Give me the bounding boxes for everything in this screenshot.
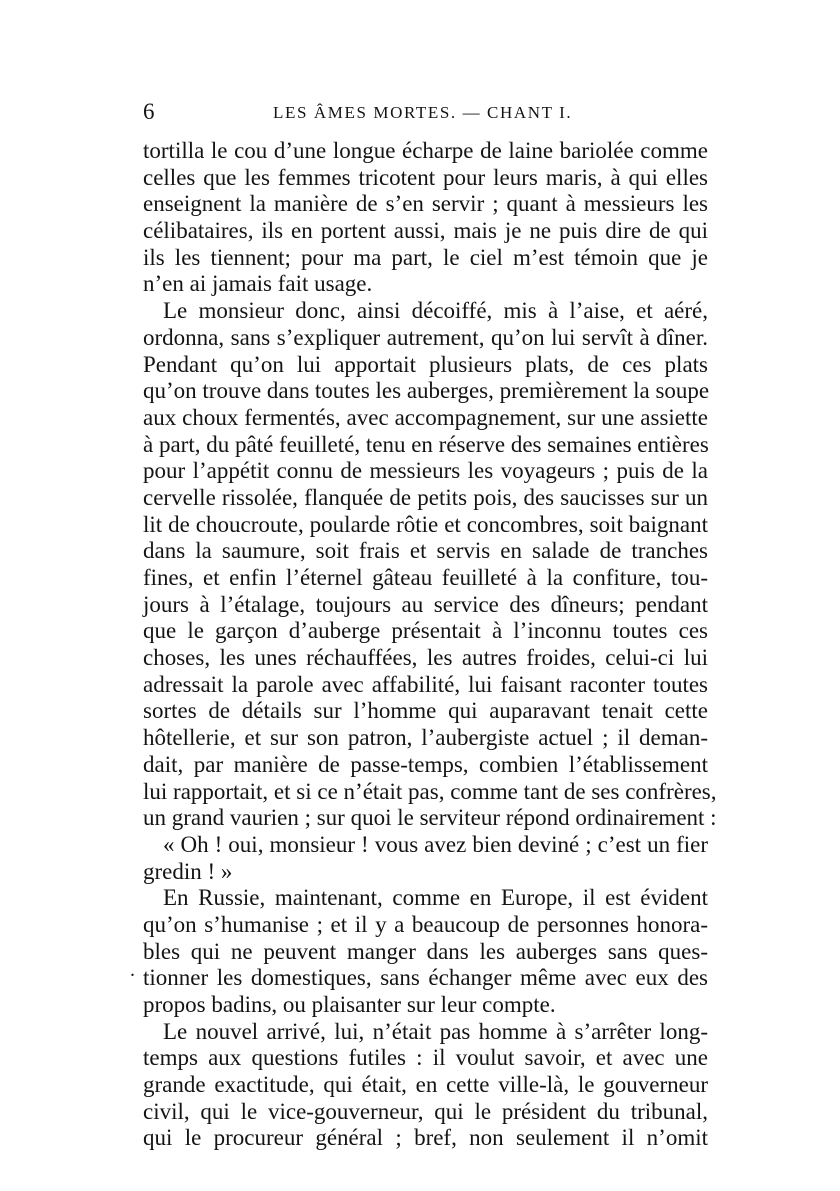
text-line: En Russie, maintenant, comme en Europe, il est évident (163, 885, 708, 911)
text-line: qui le procureur général ; bref, non seulement il n’omit (143, 1125, 708, 1151)
text-line: ordonna, sans s’expliquer autrement, qu’on lui servît à dîner. (143, 324, 708, 350)
text-line: propos badins, ou plaisanter sur leur compte. (143, 992, 556, 1017)
text-line: aux choux fermentés, avec accompagnement, sur une assiette (143, 404, 708, 430)
text-line: bles qui ne peuvent manger dans les auberges sans ques- (143, 938, 708, 964)
text-line: tionner les domestiques, sans échanger même avec eux des (143, 965, 708, 991)
text-line: gredin ! » (143, 858, 233, 884)
text-line: fines, et enfin l’éternel gâteau feuilleté à la confiture, tou- (143, 565, 708, 590)
text-line: Pendant qu’on lui apportait plusieurs plats, de ces plats (143, 351, 708, 377)
running-title: LES ÂMES MORTES. — CHANT I. (273, 103, 573, 122)
text-line: choses, les unes réchauffées, les autres froides, celui-ci lui (143, 645, 708, 671)
text-line: Le monsieur donc, ainsi décoiffé, mis à l’aise, et aéré, (163, 298, 708, 324)
text-line: grande exactitude, qui était, en cette ville-là, le gouverneur (143, 1072, 708, 1098)
text-line: celles que les femmes tricotent pour leurs maris, à qui elles (143, 164, 708, 190)
text-line: à part, du pâté feuilleté, tenu en réserve des semaines entières (143, 431, 709, 457)
text-line: sortes de détails sur l’homme qui auparavant tenait cette (143, 698, 708, 724)
text-line: jours à l’étalage, toujours au service des dîneurs; pendant (143, 591, 708, 617)
body-text (143, 138, 717, 1152)
text-line: célibataires, ils en portent aussi, mais je ne puis dire de qui (143, 218, 708, 244)
text-line: dans la saumure, soit frais et servis en salade de tranches (143, 538, 708, 564)
text-line: ils les tiennent; pour ma part, le ciel m’est témoin que je (143, 244, 708, 270)
text-line: lit de choucroute, poularde rôtie et concombres, soit baignant (143, 511, 708, 537)
text-line: qu’on trouve dans toutes les auberges, premièrement la soupe (143, 378, 710, 404)
text-line: enseignent la manière de s’en servir ; quant à messieurs les (143, 191, 708, 217)
text-line: civil, qui le vice-gouverneur, qui le président du tribunal, (143, 1098, 708, 1124)
text-line: un grand vaurien ; sur quoi le serviteur répond ordinairement : (143, 805, 717, 831)
text-line: Le nouvel arrivé, lui, n’était pas homme à s’arrêter long- (163, 1018, 708, 1044)
text-line: lui rapportait, et si ce n’était pas, comme tant de ses confrères, (143, 778, 717, 804)
page-number: 6 (143, 99, 155, 124)
text-line: n’en ai jamais fait usage. (143, 271, 373, 297)
text-line: « Oh ! oui, monsieur ! vous avez bien deviné ; c’est un fier (163, 831, 708, 857)
margin-mark: . (130, 959, 135, 981)
text-line: qu’on s’humanise ; et il y a beaucoup de personnes honora- (143, 911, 708, 937)
text-line: que le garçon d’auberge présentait à l’inconnu toutes ces (143, 618, 708, 644)
text-line: dait, par manière de passe-temps, combien l’établissement (143, 751, 708, 777)
text-line: cervelle rissolée, flanquée de petits pois, des saucisses sur un (143, 484, 708, 510)
text-line: adressait la parole avec affabilité, lui faisant raconter toutes (143, 671, 708, 697)
text-line: temps aux questions futiles : il voulut savoir, et avec une (143, 1045, 708, 1071)
text-line: hôtellerie, et sur son patron, l’aubergiste actuel ; il deman- (143, 725, 708, 751)
text-line: pour l’appétit connu de messieurs les voyageurs ; puis de la (143, 458, 708, 484)
text-line: tortilla le cou d’une longue écharpe de laine bariolée comme (143, 138, 708, 163)
running-head (143, 97, 708, 127)
